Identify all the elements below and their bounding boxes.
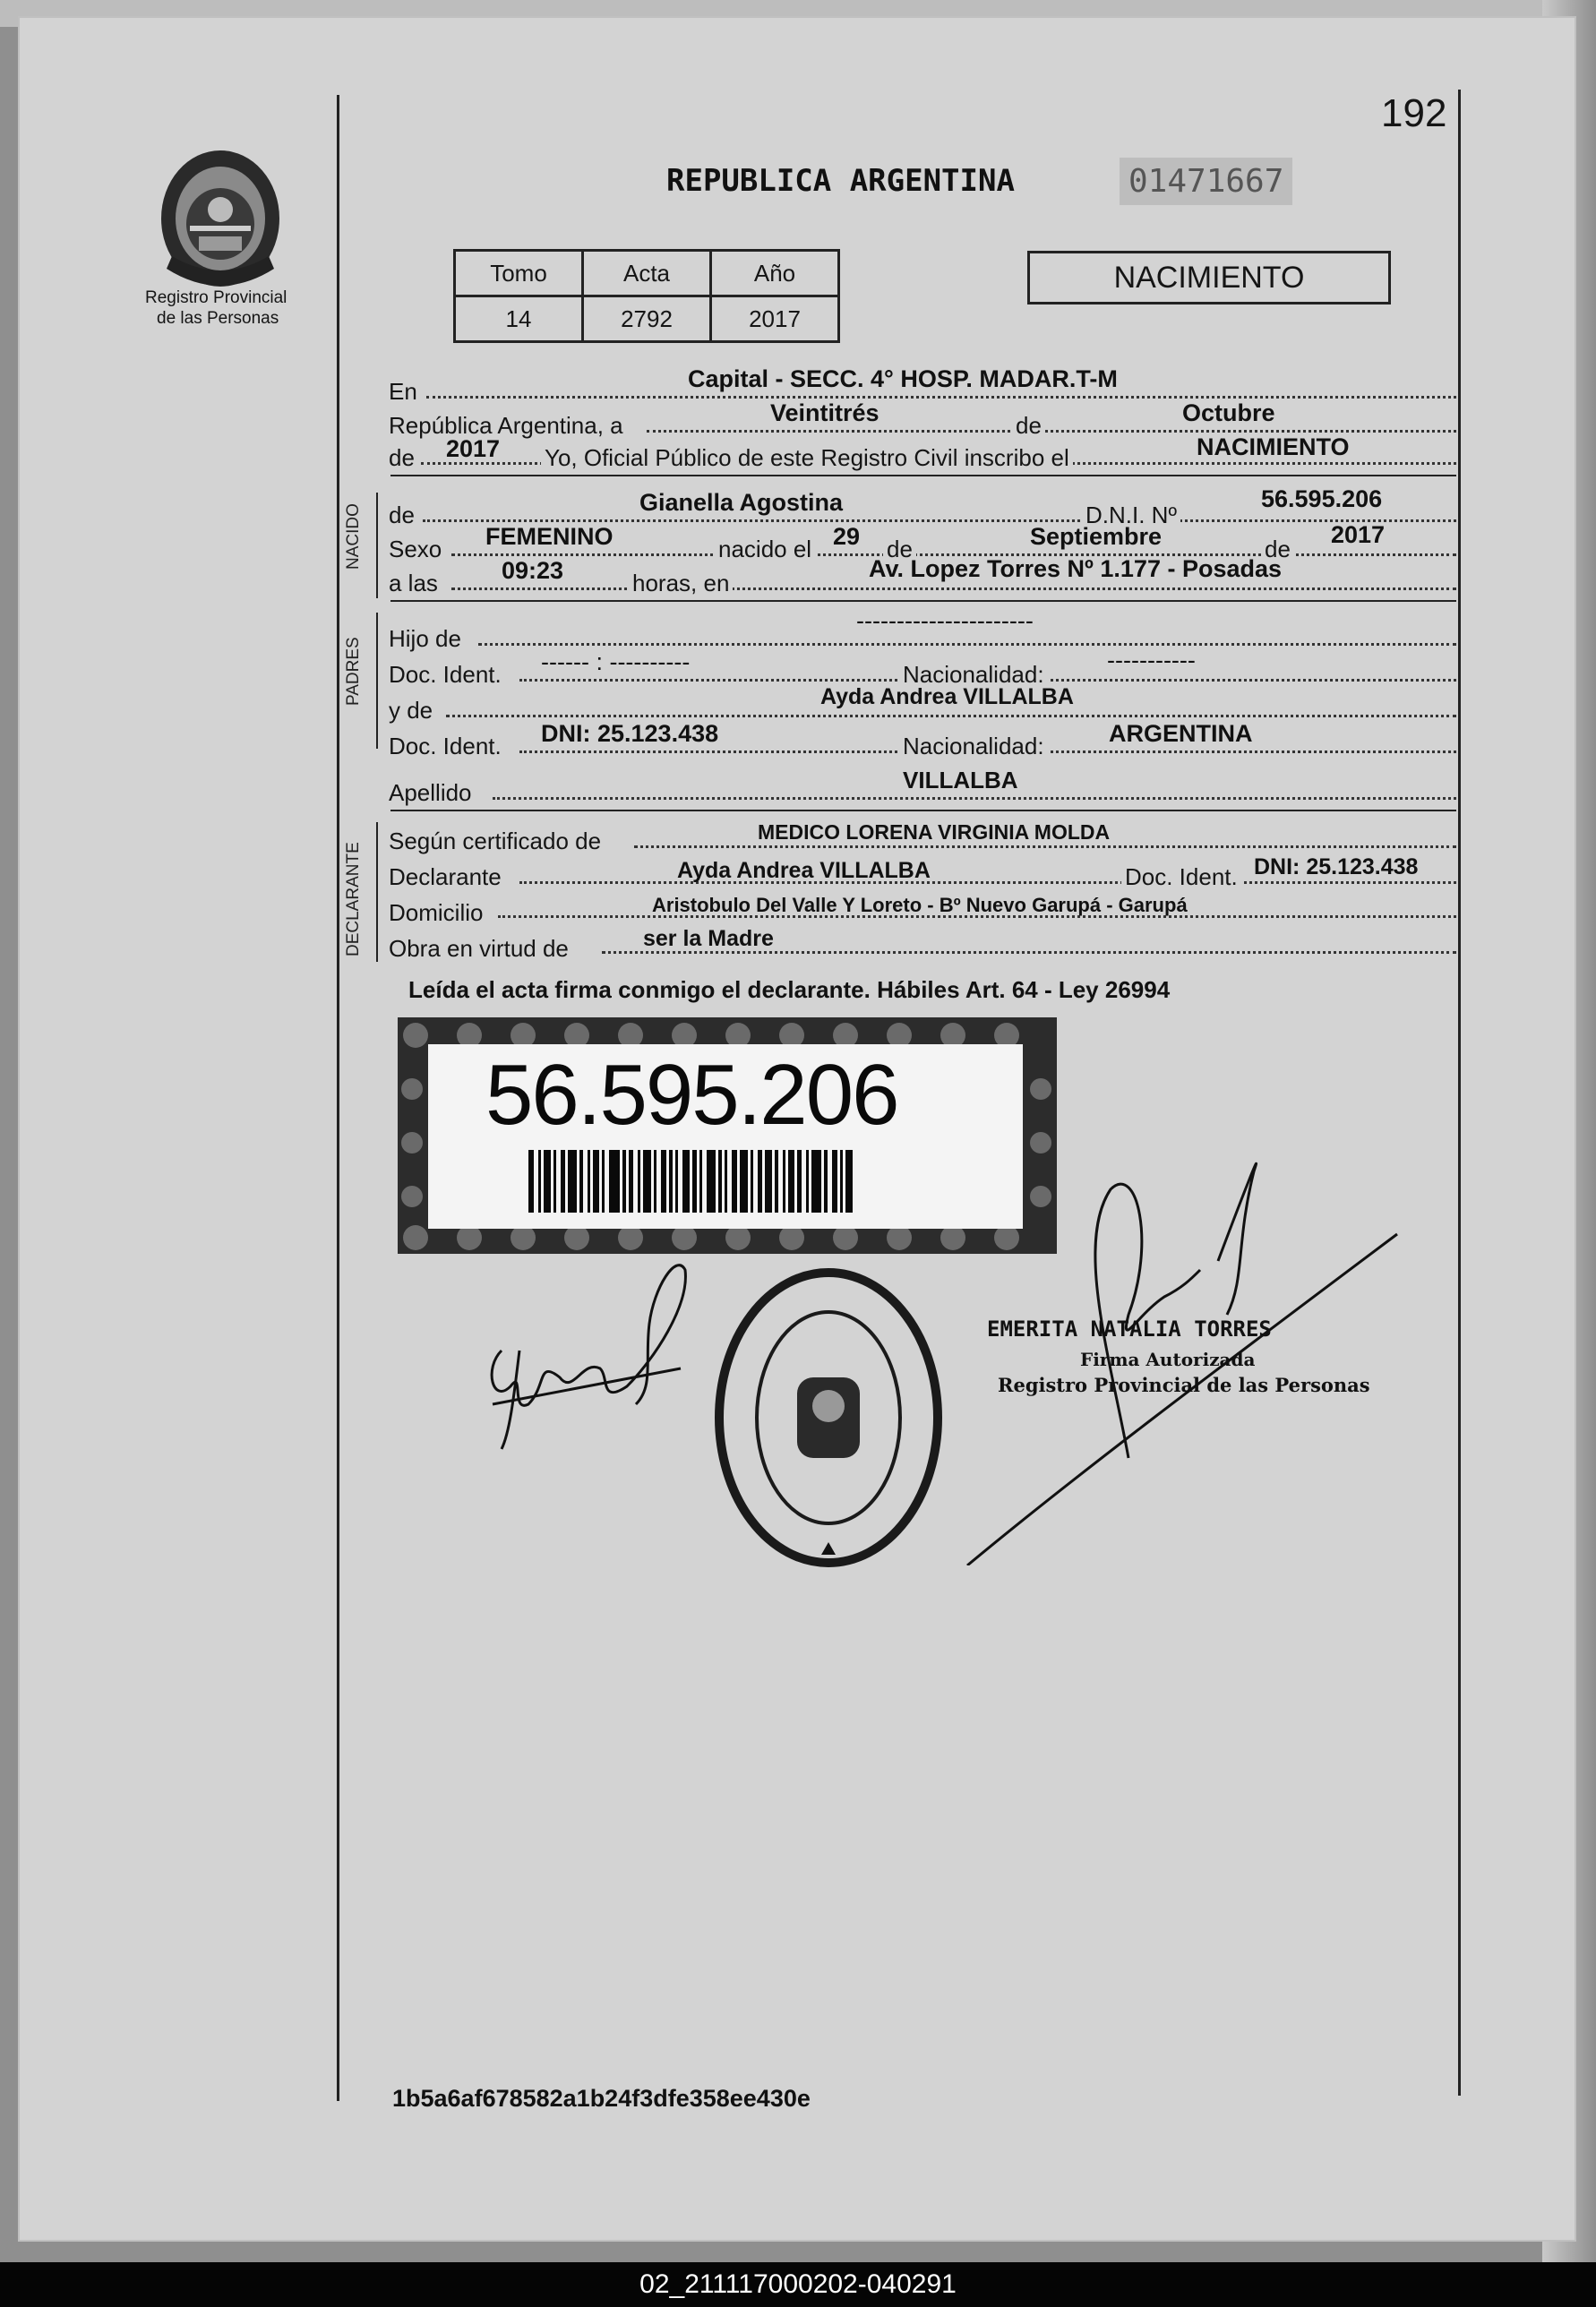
en-label: En — [389, 378, 417, 405]
mother-name: Ayda Andrea VILLALBA — [820, 684, 1074, 709]
hijo-de-dots — [478, 643, 1456, 646]
logo-caption-line2: de las Personas — [157, 309, 279, 328]
y-de-dots — [446, 715, 1456, 717]
birth-time: 09:23 — [502, 557, 564, 584]
inscribo-value: NACIMIENTO — [1197, 433, 1350, 460]
authorized-role: Firma Autorizada — [1080, 1349, 1256, 1370]
apellido-dots — [493, 797, 1456, 800]
doc2-label: Doc. Ident. — [389, 733, 502, 759]
doc2-value: DNI: 25.123.438 — [541, 720, 719, 747]
apellido-separator — [390, 810, 1456, 811]
republica-dots — [647, 430, 1456, 433]
stamp-seal-icon — [708, 1261, 949, 1574]
province-shield-icon — [154, 143, 287, 296]
barcode-bar — [797, 1150, 802, 1213]
footer-id: 02_211117000202-040291 — [0, 2262, 1596, 2307]
barcode-bar — [609, 1150, 620, 1213]
nac1-value: ----------- — [1107, 647, 1196, 673]
barcode-bar — [669, 1150, 673, 1213]
barcode-bar — [740, 1150, 748, 1213]
barcode-bar — [725, 1150, 727, 1213]
barcode-bar — [602, 1150, 605, 1213]
doc1-value: ------ : ---------- — [541, 648, 691, 675]
province-logo — [154, 143, 287, 296]
horas-label: horas, en — [629, 570, 733, 597]
barcode-bar — [765, 1150, 772, 1213]
barcode-bar — [588, 1150, 590, 1213]
apellido-label: Apellido — [389, 779, 472, 806]
authorized-name: EMERITA NATALIA TORRES — [987, 1316, 1272, 1342]
barcode-bar — [553, 1150, 556, 1213]
declarante-signature — [475, 1252, 716, 1467]
barcode-bar — [692, 1150, 697, 1213]
year-de-label: de — [389, 444, 415, 471]
document-page — [18, 16, 1576, 2242]
certificado-dots — [634, 845, 1456, 848]
logo-caption-line1: Registro Provincial — [145, 288, 287, 307]
hijo-de-value: ---------------------- — [856, 607, 1034, 634]
certificado-label: Según certificado de — [389, 828, 602, 854]
barcode-bar — [528, 1150, 534, 1213]
month-de-label: de — [1012, 412, 1045, 440]
en-value: Capital - SECC. 4° HOSP. MADAR.T-M — [688, 365, 1118, 392]
nac2-value: ARGENTINA — [1109, 720, 1253, 747]
barcode-bar — [758, 1150, 762, 1213]
doc1-label: Doc. Ident. — [389, 661, 502, 688]
barcode-bar — [593, 1150, 599, 1213]
dni-label: D.N.I. Nº — [1082, 502, 1180, 529]
barcode — [528, 1150, 922, 1213]
barcode-bar — [788, 1150, 794, 1213]
barcode-bar — [783, 1150, 785, 1213]
sticker-number: 56.595.206 — [485, 1047, 898, 1143]
day-words: Veintitrés — [770, 399, 880, 426]
table-header-acta: Acta — [583, 251, 711, 296]
serial-number: 01471667 — [1120, 158, 1292, 205]
barcode-bar — [568, 1150, 577, 1213]
birth-de-label-2: de — [1261, 536, 1294, 563]
barcode-bar — [840, 1150, 843, 1213]
header-title: REPUBLICA ARGENTINA — [666, 163, 1015, 199]
barcode-bar — [675, 1150, 678, 1213]
barcode-bar — [622, 1150, 626, 1213]
certificado-value: MEDICO LORENA VIRGINIA MOLDA — [758, 820, 1111, 844]
oficial-text: Yo, Oficial Público de este Registro Civil inscribo el — [541, 444, 1073, 472]
declarante-doc-value: DNI: 25.123.438 — [1254, 854, 1419, 879]
barcode-bar — [845, 1150, 853, 1213]
birth-month: Septiembre — [1030, 523, 1163, 550]
obra-label: Obra en virtud de — [389, 935, 569, 962]
barcode-bar — [775, 1150, 778, 1213]
padres-section-label: PADRES — [344, 637, 363, 706]
closing-text: Leída el acta firma conmigo el declarante. Hábiles Art. 64 - Ley 26994 — [408, 976, 1171, 1003]
table-value-anio: 2017 — [711, 296, 839, 342]
sexo-label: Sexo — [389, 536, 442, 562]
birth-year: 2017 — [1331, 521, 1386, 548]
month: Octubre — [1182, 399, 1275, 426]
record-table — [453, 249, 840, 343]
barcode-bar — [707, 1150, 716, 1213]
nacido-name-dots — [423, 519, 1456, 522]
barcode-bar — [732, 1150, 737, 1213]
declarante-doc-label: Doc. Ident. — [1121, 863, 1241, 891]
barcode-bar — [629, 1150, 633, 1213]
child-dni: 56.595.206 — [1261, 485, 1383, 512]
nacido-separator — [390, 600, 1456, 602]
authorized-org: Registro Provincial de las Personas — [998, 1374, 1370, 1396]
barcode-bar — [654, 1150, 656, 1213]
en-dots — [426, 396, 1456, 399]
barcode-bar — [832, 1150, 837, 1213]
y-de-label: y de — [389, 697, 433, 724]
document-hash: 1b5a6af678582a1b24f3dfe358ee430e — [392, 2085, 811, 2112]
barcode-bar — [538, 1150, 541, 1213]
table-value-acta: 2792 — [583, 296, 711, 342]
child-name: Gianella Agostina — [639, 489, 844, 516]
barcode-bar — [661, 1150, 666, 1213]
a-las-label: a las — [389, 570, 438, 596]
hijo-de-label: Hijo de — [389, 625, 461, 652]
nacido-el-label: nacido el — [715, 536, 815, 563]
padres-bracket — [376, 613, 378, 749]
domicilio-label: Domicilio — [389, 899, 484, 926]
birth-day: 29 — [833, 523, 861, 550]
barcode-bar — [561, 1150, 565, 1213]
domicilio-value: Aristobulo Del Valle Y Loreto - Bº Nuevo Garupá - Garupá — [652, 894, 1188, 916]
republica-label: República Argentina, a — [389, 412, 623, 439]
declarante-bracket — [376, 822, 378, 962]
left-margin-line — [337, 95, 339, 2101]
sexo-value: FEMENINO — [485, 523, 614, 550]
barcode-bar — [699, 1150, 702, 1213]
acta-separator — [390, 475, 1456, 476]
declarante-dots — [519, 881, 1456, 884]
barcode-bar — [751, 1150, 753, 1213]
declarante-value: Ayda Andrea VILLALBA — [677, 858, 931, 883]
nac2-label: Nacionalidad: — [899, 733, 1048, 760]
page-number: 192 — [1381, 91, 1447, 135]
table-header-tomo: Tomo — [455, 251, 583, 296]
year: 2017 — [446, 435, 501, 462]
barcode-bar — [718, 1150, 722, 1213]
sticker-label — [428, 1044, 1023, 1229]
barcode-bar — [544, 1150, 551, 1213]
right-border-line — [1458, 90, 1461, 2096]
table-header-anio: Año — [711, 251, 839, 296]
official-stamp — [708, 1261, 949, 1574]
barcode-bar — [682, 1150, 690, 1213]
declarante-section-label: DECLARANTE — [344, 842, 363, 956]
birth-place: Av. Lopez Torres Nº 1.177 - Posadas — [869, 555, 1283, 582]
barcode-bar — [638, 1150, 640, 1213]
nac1-label: Nacionalidad: — [899, 661, 1048, 689]
barcode-bar — [806, 1150, 809, 1213]
table-value-tomo: 14 — [455, 296, 583, 342]
barcode-bar — [579, 1150, 583, 1213]
time-dots — [451, 587, 1456, 590]
nacido-bracket — [376, 493, 378, 598]
obra-value: ser la Madre — [643, 926, 774, 951]
barcode-bar — [811, 1150, 821, 1213]
barcode-bar — [643, 1150, 651, 1213]
record-type-box: NACIMIENTO — [1027, 251, 1391, 304]
apellido-value: VILLALBA — [903, 767, 1018, 793]
barcode-bar — [824, 1150, 828, 1213]
declarante-label: Declarante — [389, 863, 502, 890]
nacido-de-label: de — [389, 502, 415, 528]
nacido-section-label: NACIDO — [344, 503, 363, 570]
birth-de-label: de — [883, 536, 916, 563]
